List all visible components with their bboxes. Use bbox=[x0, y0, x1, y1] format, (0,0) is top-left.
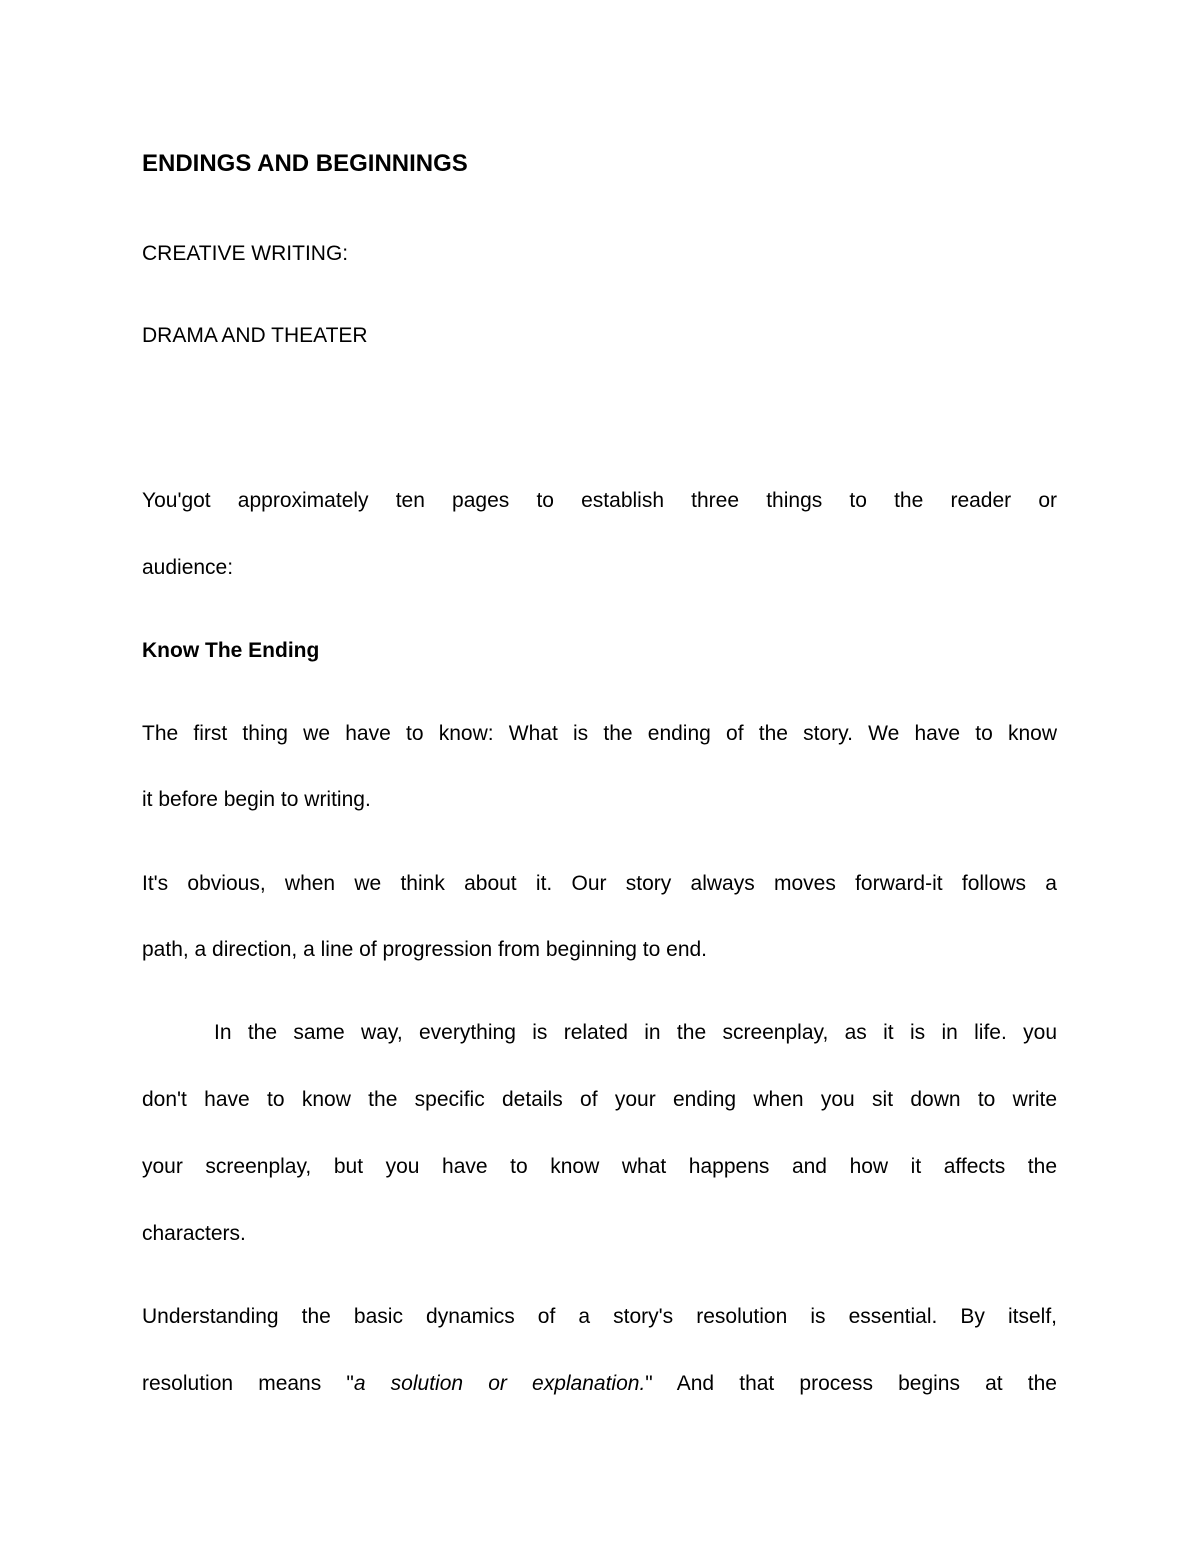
intro-line: You'got approximately ten pages to establish three things to the reader or bbox=[142, 489, 1057, 512]
italic-quote: a solution or explanation. bbox=[353, 1372, 646, 1395]
paragraph-line bbox=[142, 1370, 1057, 1398]
text-segment: resolution means " bbox=[142, 1372, 354, 1395]
text-segment: " And that process begins at the bbox=[645, 1372, 1057, 1395]
section-heading: Know The Ending bbox=[142, 639, 320, 662]
paragraph-line: it before begin to writing. bbox=[142, 788, 371, 811]
paragraph-line: don't have to know the specific details of your ending when you sit down to write bbox=[142, 1088, 1057, 1111]
paragraph-line: characters. bbox=[142, 1222, 246, 1245]
paragraph-line: Understanding the basic dynamics of a story's resolution is essential. By itself, bbox=[142, 1305, 1057, 1328]
document-title: ENDINGS AND BEGINNINGS bbox=[142, 150, 468, 177]
intro-line: audience: bbox=[142, 556, 234, 579]
paragraph-line: path, a direction, a line of progression from beginning to end. bbox=[142, 938, 708, 961]
subtitle-creative-writing: CREATIVE WRITING: bbox=[142, 242, 349, 265]
paragraph-line: In the same way, everything is related in the screenplay, as it is in life. you bbox=[214, 1021, 1057, 1044]
paragraph-line: your screenplay, but you have to know what happens and how it affects the bbox=[142, 1155, 1057, 1178]
subtitle-drama-theater: DRAMA AND THEATER bbox=[142, 324, 368, 347]
paragraph-line: The first thing we have to know: What is the ending of the story. We have to know bbox=[142, 722, 1057, 745]
paragraph-line: It's obvious, when we think about it. Our story always moves forward-it follows a bbox=[142, 872, 1057, 895]
